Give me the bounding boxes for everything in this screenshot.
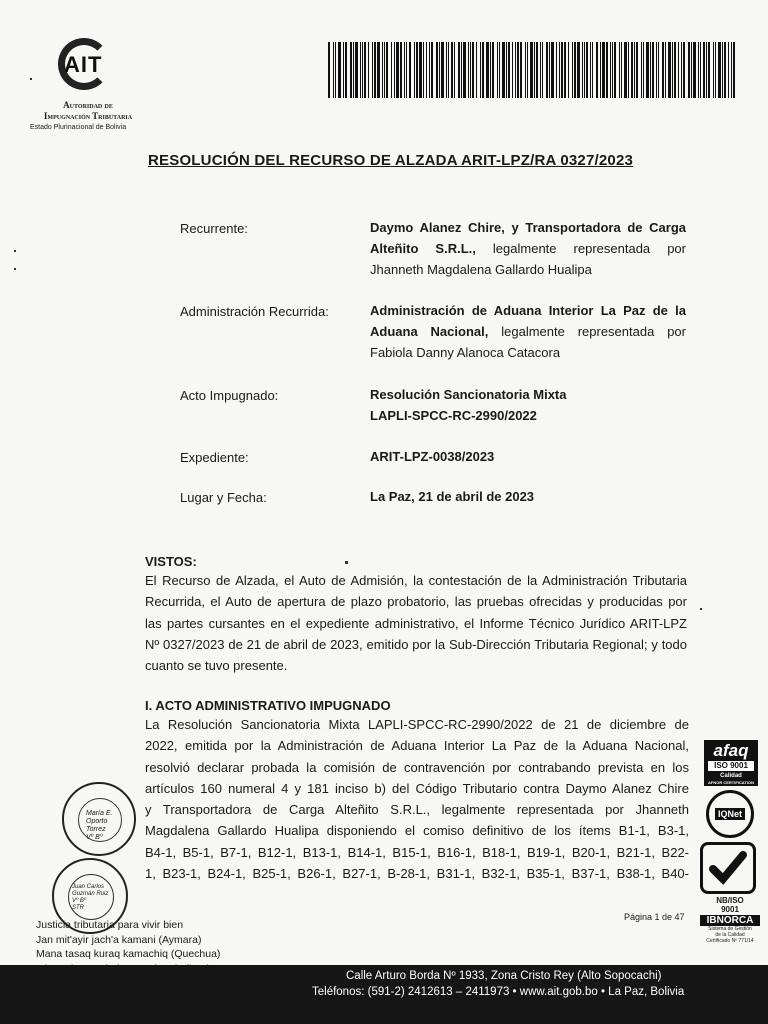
administracion-value: [370, 300, 686, 363]
barcode-bar: [681, 42, 682, 98]
barcode-bar: [436, 42, 438, 98]
barcode-bar: [728, 42, 729, 98]
barcode-bar: [396, 42, 399, 98]
administracion-label: Administración Recurrida:: [180, 304, 329, 319]
lugar-label: Lugar y Fecha:: [180, 490, 267, 505]
barcode-bar: [497, 42, 498, 98]
barcode-bar: [636, 42, 638, 98]
barcode-bar: [374, 42, 376, 98]
document-title: RESOLUCIÓN DEL RECURSO DE ALZADA ARIT-LPZ/RA 0327/2023: [148, 152, 634, 169]
section1-line: y Transportadora de Carga Alteñito S.R.L., legalmente representada por Jhanneth: [145, 802, 689, 818]
barcode-bar: [665, 42, 666, 98]
barcode-bar: [368, 42, 369, 98]
nb-small2: de la Calidad: [715, 932, 745, 938]
barcode-bar: [542, 42, 543, 98]
barcode-bar: [409, 42, 411, 98]
afaq-iso: ISO 9001: [708, 761, 754, 771]
barcode-bar: [355, 42, 358, 98]
barcode-bar: [439, 42, 440, 98]
nb-number: 9001: [721, 905, 739, 914]
barcode-bar: [335, 42, 336, 98]
barcode-bar: [482, 42, 484, 98]
iqnet-label: IQNet: [715, 808, 745, 820]
barcode-bar: [691, 42, 692, 98]
barcode-bar: [416, 42, 418, 98]
barcode-bar: [559, 42, 560, 98]
barcode-bar: [476, 42, 477, 98]
barcode-bar: [382, 42, 383, 98]
lugar-value: La Paz, 21 de abril de 2023: [370, 489, 535, 504]
afaq-badge: [704, 740, 758, 786]
barcode-bar: [540, 42, 541, 98]
barcode-bar: [658, 42, 659, 98]
barcode-bar: [364, 42, 366, 98]
vistos-line: cuanto se tuvo presente.: [145, 658, 288, 674]
barcode-bar: [590, 42, 591, 98]
barcode-bar: [343, 42, 344, 98]
barcode-bar: [551, 42, 554, 98]
administracion-line2-rest: legalmente representada por: [501, 324, 686, 339]
barcode-bar: [572, 42, 573, 98]
barcode-bar: [646, 42, 649, 98]
official-stamp-1: [62, 782, 136, 856]
barcode-bar: [517, 42, 519, 98]
barcode-bar: [328, 42, 330, 98]
barcode-bar: [508, 42, 510, 98]
barcode-bar: [419, 42, 422, 98]
section1-line: Magdalena Gallardo Hualipa disponiendo el comiso definitivo de los ítems B1-1, B3-1,: [145, 823, 689, 839]
barcode-bar: [384, 42, 385, 98]
barcode-bar: [423, 42, 424, 98]
expediente-label: Expediente:: [180, 450, 249, 465]
stamp2-text: [72, 884, 112, 912]
barcode-bar: [512, 42, 513, 98]
barcode-bar: [480, 42, 481, 98]
barcode-bar: [391, 42, 392, 98]
afaq-cert: AFNOR CERTIFICATION: [708, 780, 754, 785]
barcode-bar: [470, 42, 471, 98]
scan-speck: [700, 608, 702, 610]
section1-heading: I. ACTO ADMINISTRATIVO IMPUGNADO: [145, 698, 391, 713]
page-number: Página 1 de 47: [624, 912, 685, 922]
administracion-line2-bold: Aduana Nacional,: [370, 324, 489, 339]
barcode-bar: [549, 42, 550, 98]
barcode-bar: [458, 42, 460, 98]
stamp2-line2: Guzmán Ruiz: [72, 891, 109, 897]
barcode-bar: [561, 42, 563, 98]
barcode-bar: [431, 42, 433, 98]
recurrente-line2-rest: legalmente representada por: [492, 241, 686, 256]
barcode-bar: [724, 42, 726, 98]
barcode-bar: [602, 42, 605, 98]
barcode-bar: [429, 42, 430, 98]
barcode-bar: [688, 42, 690, 98]
stamp1-line1: María E.: [86, 810, 113, 817]
barcode-bar: [631, 42, 633, 98]
vistos-heading: VISTOS:: [145, 554, 197, 569]
ibnorca-label: IBNORCA: [700, 915, 760, 926]
section1-line: B4-1, B5-1, B7-1, B12-1, B13-1, B14-1, B15-1, B16-1, B18-1, B19-1, B20-1, B21-1, B22-: [145, 844, 689, 860]
barcode-bar: [451, 42, 453, 98]
nb-small1: Sistema de Gestión: [708, 926, 752, 932]
section1-line: resolvió declarar probada la comisión de contravención por contrabando prevista en los: [145, 759, 689, 775]
barcode-bar: [733, 42, 735, 98]
footer-address: Calle Arturo Borda Nº 1933, Zona Cristo Rey (Alto Sopocachi): [346, 970, 662, 982]
barcode-bar: [472, 42, 474, 98]
barcode-bar: [718, 42, 721, 98]
barcode: [328, 42, 738, 98]
recurrente-line3: Jhanneth Magdalena Gallardo Hualipa: [370, 262, 592, 277]
barcode-bar: [600, 42, 601, 98]
barcode-bar: [650, 42, 651, 98]
barcode-bar: [668, 42, 671, 98]
nb-iso: NB/ISO: [716, 896, 744, 905]
barcode-bar: [706, 42, 707, 98]
scan-speck: [345, 561, 348, 564]
acto-label: Acto Impugnado:: [180, 388, 279, 403]
expediente-value: ARIT-LPZ-0038/2023: [370, 449, 495, 464]
afaq-calidad: Calidad: [720, 773, 742, 779]
barcode-bar: [708, 42, 710, 98]
barcode-bar: [678, 42, 679, 98]
barcode-bar: [468, 42, 469, 98]
logo-subtitle: Estado Plurinacional de Bolivia: [30, 124, 127, 131]
barcode-bar: [614, 42, 616, 98]
motto-line: Jan mit'ayir jach'a kamani (Aymara): [36, 933, 202, 946]
scan-speck: [14, 268, 16, 270]
barcode-bar: [683, 42, 685, 98]
recurrente-label: Recurrente:: [180, 221, 248, 236]
barcode-bar: [400, 42, 402, 98]
section1-line: La Resolución Sancionatoria Mixta LAPLI-SPCC-RC-2990/2022 de 21 de diciembre de: [145, 717, 689, 732]
recurrente-line1: Daymo Alanez Chire, y Transportadora de Carga: [370, 220, 686, 235]
section1-line: 1, B23-1, B24-1, B25-1, B26-1, B27-1, B-28-1, B31-1, B32-1, B35-1, B37-1, B38-1, B40-: [145, 866, 689, 882]
barcode-bar: [360, 42, 361, 98]
stamp2-line3: Vº Bº: [72, 898, 87, 904]
barcode-bar: [715, 42, 716, 98]
barcode-bar: [610, 42, 611, 98]
barcode-bar: [536, 42, 538, 98]
barcode-bar: [693, 42, 696, 98]
barcode-bar: [584, 42, 585, 98]
barcode-bar: [582, 42, 583, 98]
stamp1-text: [86, 810, 126, 842]
barcode-bar: [596, 42, 598, 98]
stamp2-line1: Juan Carlos: [72, 884, 105, 890]
barcode-bar: [624, 42, 627, 98]
barcode-bar: [634, 42, 635, 98]
barcode-bar: [568, 42, 569, 98]
barcode-bar: [414, 42, 415, 98]
barcode-bar: [525, 42, 526, 98]
barcode-bar: [362, 42, 363, 98]
barcode-bar: [586, 42, 588, 98]
barcode-bar: [527, 42, 528, 98]
barcode-bar: [350, 42, 352, 98]
barcode-bar: [530, 42, 533, 98]
logo-name: [30, 100, 146, 122]
section1-line: 2022, emitida por la Administración de Aduana Interior La Paz de la Aduana Nacional,: [145, 738, 689, 754]
motto-line: Justicia tributaria para vivir bien: [36, 919, 184, 931]
nb-cert: Certificado Nº 771/14: [706, 938, 754, 944]
barcode-bar: [333, 42, 334, 98]
acto-line2: LAPLI-SPCC-RC-2990/2022: [370, 408, 537, 423]
logo-name-line1: Autoridad de: [63, 100, 113, 110]
administracion-line3: Fabiola Danny Alanoca Catacora: [370, 345, 561, 360]
barcode-bar: [722, 42, 723, 98]
barcode-bar: [441, 42, 444, 98]
logo-acronym: AIT: [64, 52, 103, 77]
barcode-bar: [490, 42, 491, 98]
barcode-bar: [628, 42, 629, 98]
barcode-bar: [698, 42, 699, 98]
acto-line1: Resolución Sancionatoria Mixta: [370, 387, 567, 402]
vistos-line: las partes cursantes en el expediente administrativo, el Informe Técnico Jurídico ARIT-LPZ: [145, 615, 687, 631]
barcode-bar: [731, 42, 732, 98]
motto-line: Mana tasaq kuraq kamachiq (Quechua): [36, 948, 221, 960]
barcode-bar: [546, 42, 548, 98]
section1-paragraph: [145, 714, 689, 884]
ibnorca-badge: [700, 842, 760, 944]
section1-line: artículos 160 numeral 4 y 181 inciso b) del Código Tributario contra Daymo Alanez Chire: [145, 780, 689, 796]
barcode-bar: [463, 42, 466, 98]
ibnorca-check-icon: [700, 842, 756, 894]
iqnet-badge: [706, 790, 754, 838]
ait-logo: [30, 32, 170, 132]
barcode-bar: [606, 42, 608, 98]
barcode-bar: [574, 42, 576, 98]
barcode-bar: [454, 42, 455, 98]
vistos-line: El Recurso de Alzada, el Auto de Admisión, la contestación de la Administración Tributaria: [145, 573, 687, 588]
barcode-bar: [713, 42, 714, 98]
barcode-bar: [700, 42, 701, 98]
barcode-bar: [577, 42, 580, 98]
barcode-bar: [612, 42, 613, 98]
barcode-bar: [506, 42, 507, 98]
barcode-bar: [386, 42, 388, 98]
vistos-line: Nº 0327/2023 de 21 de abril de 2023, emitido por la Sub-Dirección Tributaria Regional; y todo: [145, 636, 687, 652]
barcode-bar: [492, 42, 494, 98]
barcode-bar: [703, 42, 705, 98]
stamp1-line2: Oporto Torrez: [86, 818, 108, 833]
barcode-bar: [672, 42, 673, 98]
barcode-bar: [520, 42, 522, 98]
barcode-bar: [353, 42, 354, 98]
barcode-bar: [448, 42, 449, 98]
barcode-bar: [656, 42, 657, 98]
barcode-bar: [643, 42, 644, 98]
barcode-bar: [486, 42, 489, 98]
scan-speck: [14, 250, 16, 252]
barcode-bar: [652, 42, 654, 98]
barcode-bar: [592, 42, 593, 98]
barcode-bar: [406, 42, 407, 98]
logo-name-line2: Impugnación Tributaria: [43, 111, 133, 121]
barcode-bar: [426, 42, 427, 98]
barcode-bar: [621, 42, 622, 98]
scan-speck: [30, 78, 32, 80]
vistos-line: Recurrida, el Auto de apertura de plazo probatorio, las pruebas ofrecidas y producidas por: [145, 594, 687, 610]
barcode-bar: [345, 42, 347, 98]
barcode-bar: [499, 42, 500, 98]
afaq-logo: afaq: [713, 741, 749, 760]
barcode-bar: [674, 42, 676, 98]
barcode-bar: [446, 42, 447, 98]
barcode-bar: [556, 42, 557, 98]
barcode-bar: [394, 42, 395, 98]
barcode-bar: [338, 42, 341, 98]
barcode-bar: [564, 42, 566, 98]
barcode-bar: [515, 42, 516, 98]
vistos-paragraph: [145, 570, 687, 676]
barcode-bar: [461, 42, 462, 98]
barcode-bar: [502, 42, 505, 98]
barcode-bar: [662, 42, 664, 98]
recurrente-line2-bold: Alteñito S.R.L.,: [370, 241, 476, 256]
stamp1-line3: Vº Bº: [86, 834, 103, 841]
barcode-bar: [534, 42, 535, 98]
administracion-line1: Administración de Aduana Interior La Paz de la: [370, 303, 686, 318]
barcode-bar: [641, 42, 642, 98]
acto-value: [370, 384, 686, 426]
barcode-bar: [619, 42, 620, 98]
barcode-bar: [377, 42, 380, 98]
barcode-bar: [372, 42, 373, 98]
stamp2-line4: STR: [72, 905, 84, 911]
barcode-bar: [404, 42, 405, 98]
recurrente-value: [370, 217, 686, 280]
footer-phones: Teléfonos: (591-2) 2412613 – 2411973 • www.ait.gob.bo • La Paz, Bolivia: [312, 986, 685, 998]
